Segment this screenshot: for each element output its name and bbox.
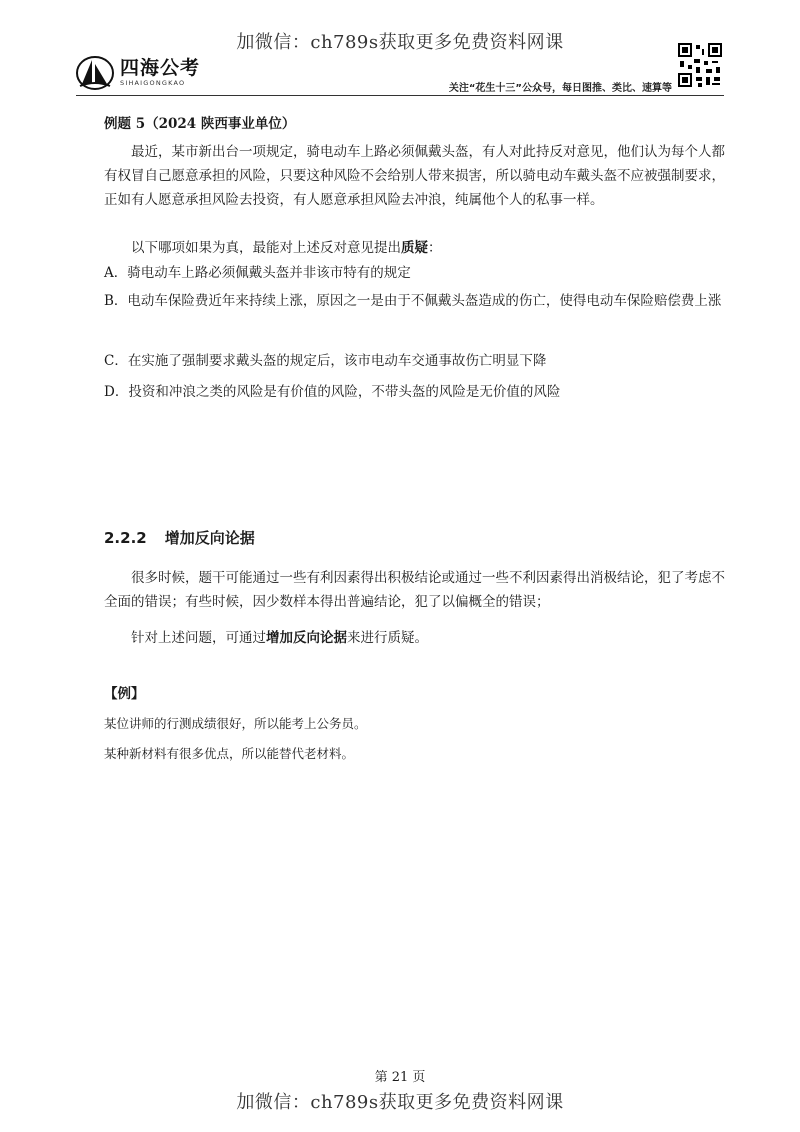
watermark-bottom: 加微信：ch789s获取更多免费资料网课 xyxy=(236,1092,564,1113)
logo-text-cn: 四海公考 xyxy=(120,57,201,80)
section-heading xyxy=(104,527,255,548)
logo-text-en: SIHAIGONGKAO xyxy=(120,79,186,88)
example-stem: 最近，某市新出台一项规定，骑电动车上路必须佩戴头盔，有人对此持反对意见，他们认为每个人都有权冒自己愿意承担的风险，只要这种风险不会给别人带来损害，所以骑电动车戴头盔不应被强制要求，正如有人愿意承担风险去投资，有人愿意承担风险去冲浪，纯属他个人的私事一样。 xyxy=(104,144,725,208)
example-line-1: 某位讲师的行测成绩很好，所以能考上公务员。 xyxy=(104,716,367,731)
header-divider xyxy=(76,95,724,96)
question-key: 质疑 xyxy=(401,240,428,256)
watermark-top: 加微信：ch789s获取更多免费资料网课 xyxy=(236,32,564,53)
option-a: A．骑电动车上路必须佩戴头盔并非该市特有的规定 xyxy=(104,265,411,281)
option-d: D．投资和冲浪之类的风险是有价值的风险，不带头盔的风险是无价值的风险 xyxy=(104,384,561,400)
para2-suffix: 来进行质疑。 xyxy=(347,630,428,646)
example-line-2: 某种新材料有很多优点，所以能替代老材料。 xyxy=(104,746,355,761)
section-para-1: 很多时候，题干可能通过一些有利因素得出积极结论或通过一些不利因素得出消极结论，犯了考虑不全面的错误；有些时候，因少数样本得出普遍结论，犯了以偏概全的错误； xyxy=(104,570,725,610)
option-b: B．电动车保险费近年来持续上涨，原因之一是由于不佩戴头盔造成的伤亡，使得电动车保险赔偿费上涨 xyxy=(104,293,722,309)
section-number: 2.2.2 xyxy=(104,529,147,547)
example-title: 例题 5（2024 陕西事业单位） xyxy=(104,116,296,132)
page-number: 第 21 页 xyxy=(374,1070,426,1085)
example-label: 【例】 xyxy=(104,686,145,702)
logo xyxy=(76,56,200,90)
question-prefix: 以下哪项如果为真，最能对上述反对意见提出 xyxy=(131,240,401,256)
example-question xyxy=(104,236,726,260)
question-suffix: ： xyxy=(428,240,442,256)
para2-key: 增加反向论据 xyxy=(266,630,347,646)
option-c: C．在实施了强制要求戴头盔的规定后，该市电动车交通事故伤亡明显下降 xyxy=(104,353,547,369)
section-para-2 xyxy=(104,626,726,650)
qr-code-icon xyxy=(678,43,722,87)
section-title: 增加反向论据 xyxy=(164,529,255,547)
sail-logo-icon xyxy=(76,56,114,90)
header-note: 关注“花生十三”公众号，每日图推、类比、速算等 xyxy=(448,83,672,94)
para2-prefix: 针对上述问题，可通过 xyxy=(131,630,266,646)
